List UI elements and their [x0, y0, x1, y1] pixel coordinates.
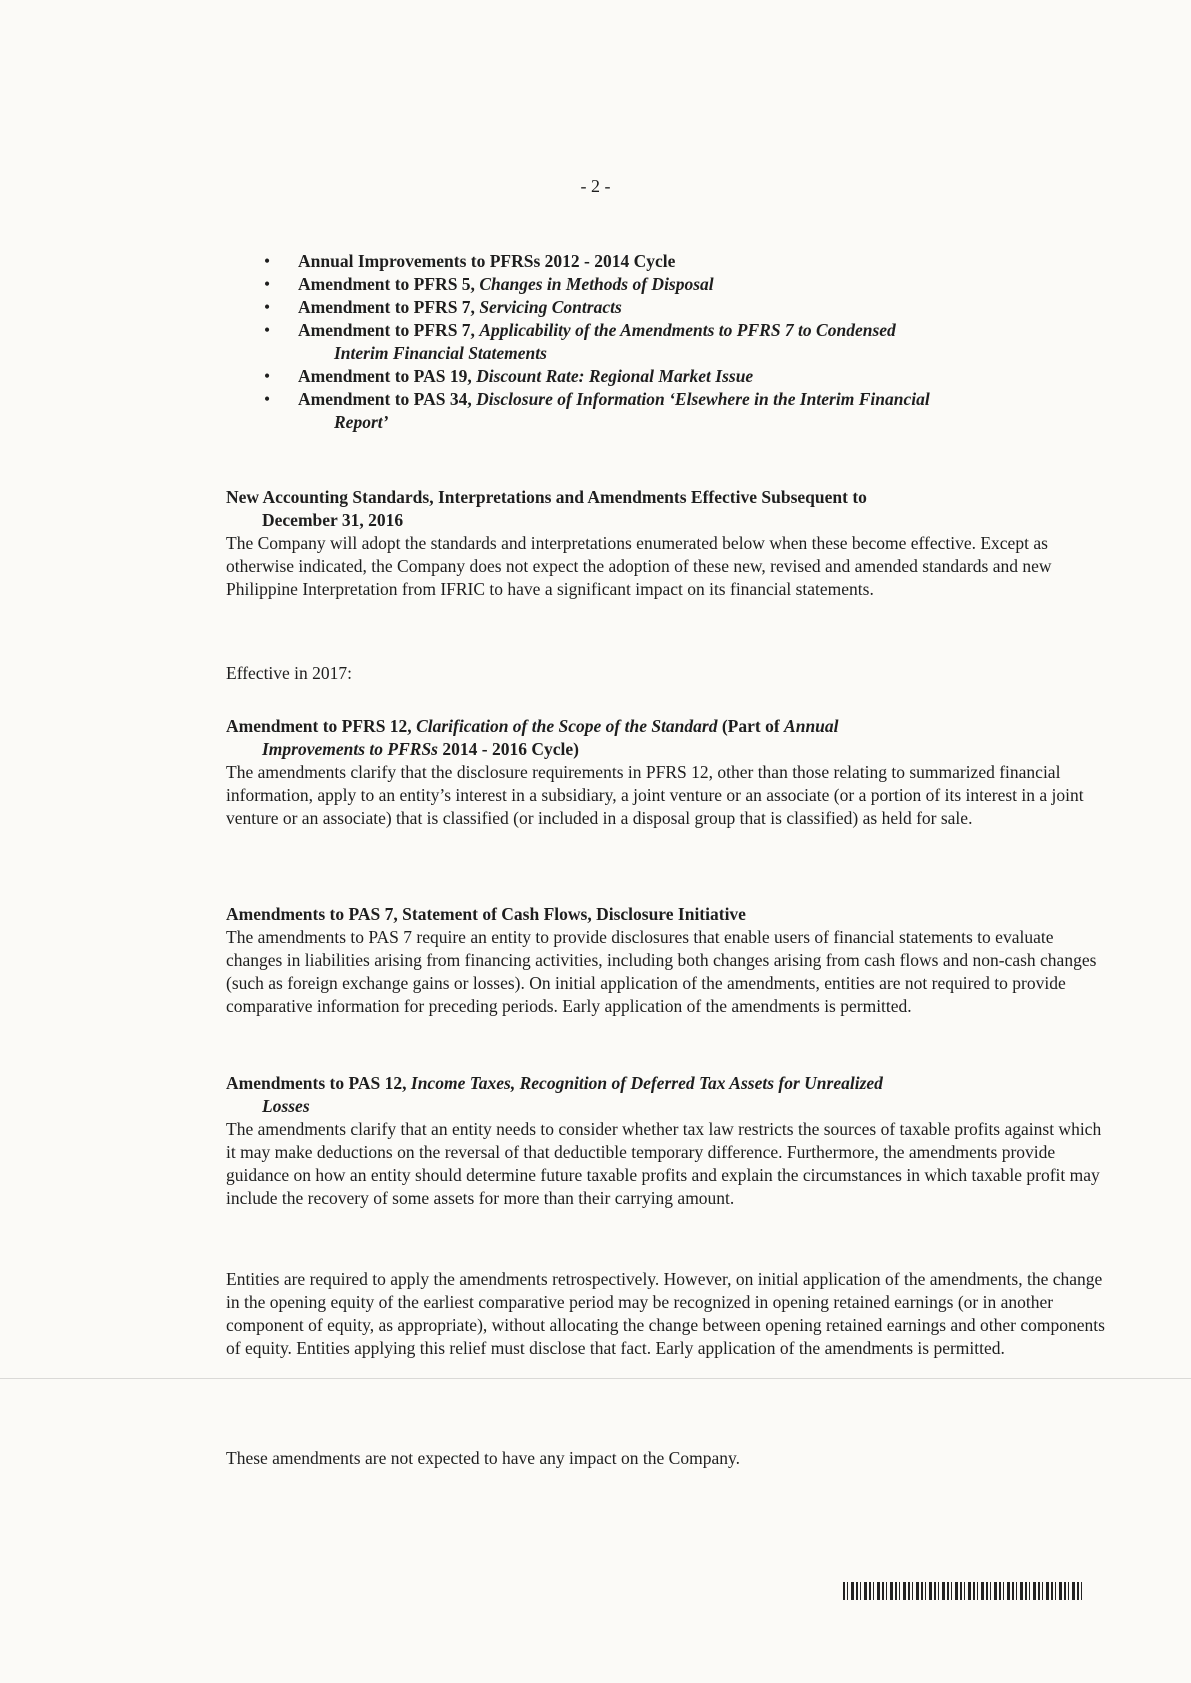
heading-bold: Amendment to PFRS 12, [226, 716, 417, 736]
bullet-bold-text: Amendment to PFRS 7, [298, 297, 480, 317]
bullet-icon: • [264, 389, 271, 409]
section-paragraph: Entities are required to apply the amendments retrospectively. However, on initial application of the amendments, the change in the opening equity of the earliest comparative period may be recognized in opening retained earnings (or in another component of equity, as appropriate), without allocating the change between opening retained earnings and other components of equity. Entities applying this relief must disclose that fact. Early application of the amendments is permitted. [226, 1269, 1105, 1358]
heading-bold: Amendments to PAS 12, [226, 1073, 411, 1093]
pfrs12-section [226, 715, 1106, 830]
bullet-italic-text: Changes in Methods of Disposal [479, 274, 714, 294]
scan-fold-line [0, 1378, 1191, 1379]
heading-italic: Income Taxes, Recognition of Deferred Tax Assets for Unrealized [410, 1073, 883, 1093]
bullet-continuation-text: Report’ [334, 412, 389, 432]
section-paragraph: The Company will adopt the standards and interpretations enumerated below when these become effective. Except as otherwise indicated, the Company does not expect the adoption of these new, revised and amended standards and new Philippine Interpretation from IFRIC to have a significant impact on its financial statements. [226, 533, 1052, 599]
list-item [258, 296, 1098, 319]
bullet-italic-text: Disclosure of Information ‘Elsewhere in the Interim Financial [476, 389, 930, 409]
section-paragraph: The amendments clarify that the disclosure requirements in PFRS 12, other than those relating to summarized financial information, apply to an entity’s interest in a subsidiary, a joint venture or an associate (or a portion of its interest in a joint venture or an associate) that is classified (or included in a disposal group that is classified) as held for sale. [226, 762, 1084, 828]
pas12-retrospective-paragraph [226, 1268, 1106, 1360]
bullet-bold-text: Amendment to PAS 19, [298, 366, 477, 386]
bullet-italic-text: Servicing Contracts [479, 297, 622, 317]
heading-bold: (Part of [717, 716, 785, 736]
bullet-italic-text: Applicability of the Amendments to PFRS 7 to Condensed [479, 320, 896, 340]
new-standards-section [226, 486, 1106, 601]
list-item [258, 365, 1098, 388]
pas7-section [226, 903, 1106, 1018]
section-paragraph: The amendments clarify that an entity needs to consider whether tax law restricts the sources of taxable profits against which it may make deductions on the reversal of that deductible temporary difference. Furthermore, the amendments provide guidance on how an entity should determine future taxable profits and explain the circumstances in which taxable profit may include the recovery of some assets for more than their carrying amount. [226, 1119, 1102, 1208]
bullet-icon: • [264, 320, 271, 340]
heading-continuation [226, 738, 1106, 761]
page-number: - 2 - [580, 176, 611, 196]
section-heading: Amendments to PAS 7, Statement of Cash Flows, Disclosure Initiative [226, 904, 746, 924]
impact-statement [226, 1447, 1106, 1470]
list-item [258, 250, 1098, 273]
bullet-bold-text: Annual Improvements to PFRSs 2012 - 2014 Cycle [298, 251, 676, 271]
list-item [258, 319, 1098, 365]
section-paragraph: These amendments are not expected to have any impact on the Company. [226, 1448, 740, 1468]
heading-italic: Clarification of the Scope of the Standard [416, 716, 718, 736]
effective-label: Effective in 2017: [226, 663, 353, 683]
section-heading [226, 1072, 1106, 1118]
list-item [258, 388, 1098, 434]
section-paragraph: The amendments to PAS 7 require an entity to provide disclosures that enable users of financial statements to evaluate changes in liabilities arising from financing activities, including both changes arising from cash flows and non-cash changes (such as foreign exchange gains or losses). On initial application of the amendments, entities are not required to provide comparative information for preceding periods. Early application of the amendments is permitted. [226, 927, 1097, 1016]
bullet-italic-text: Discount Rate: Regional Market Issue [476, 366, 754, 386]
heading-continuation: Losses [262, 1096, 310, 1116]
bullet-bold-text: Amendment to PAS 34, [298, 389, 477, 409]
heading-continuation: December 31, 2016 [262, 510, 404, 530]
bullet-continuation-text: Interim Financial Statements [334, 343, 547, 363]
list-item [258, 273, 1098, 296]
pas12-section [226, 1072, 1106, 1210]
barcode-icon [843, 1582, 1083, 1600]
section-heading [226, 715, 1106, 761]
bullet-icon: • [264, 366, 271, 386]
heading-bold: 2014 - 2016 Cycle) [438, 739, 579, 759]
section-heading [226, 486, 1106, 532]
amendments-bullet-list [258, 250, 1098, 434]
bullet-icon: • [264, 251, 271, 271]
bullet-icon: • [264, 297, 271, 317]
heading-italic: Improvements to PFRSs [262, 739, 438, 759]
heading-line: New Accounting Standards, Interpretations and Amendments Effective Subsequent to [226, 487, 867, 507]
bullet-bold-text: Amendment to PFRS 7, [298, 320, 480, 340]
bullet-icon: • [264, 274, 271, 294]
heading-italic: Annual [784, 716, 839, 736]
bullet-bold-text: Amendment to PFRS 5, [298, 274, 480, 294]
